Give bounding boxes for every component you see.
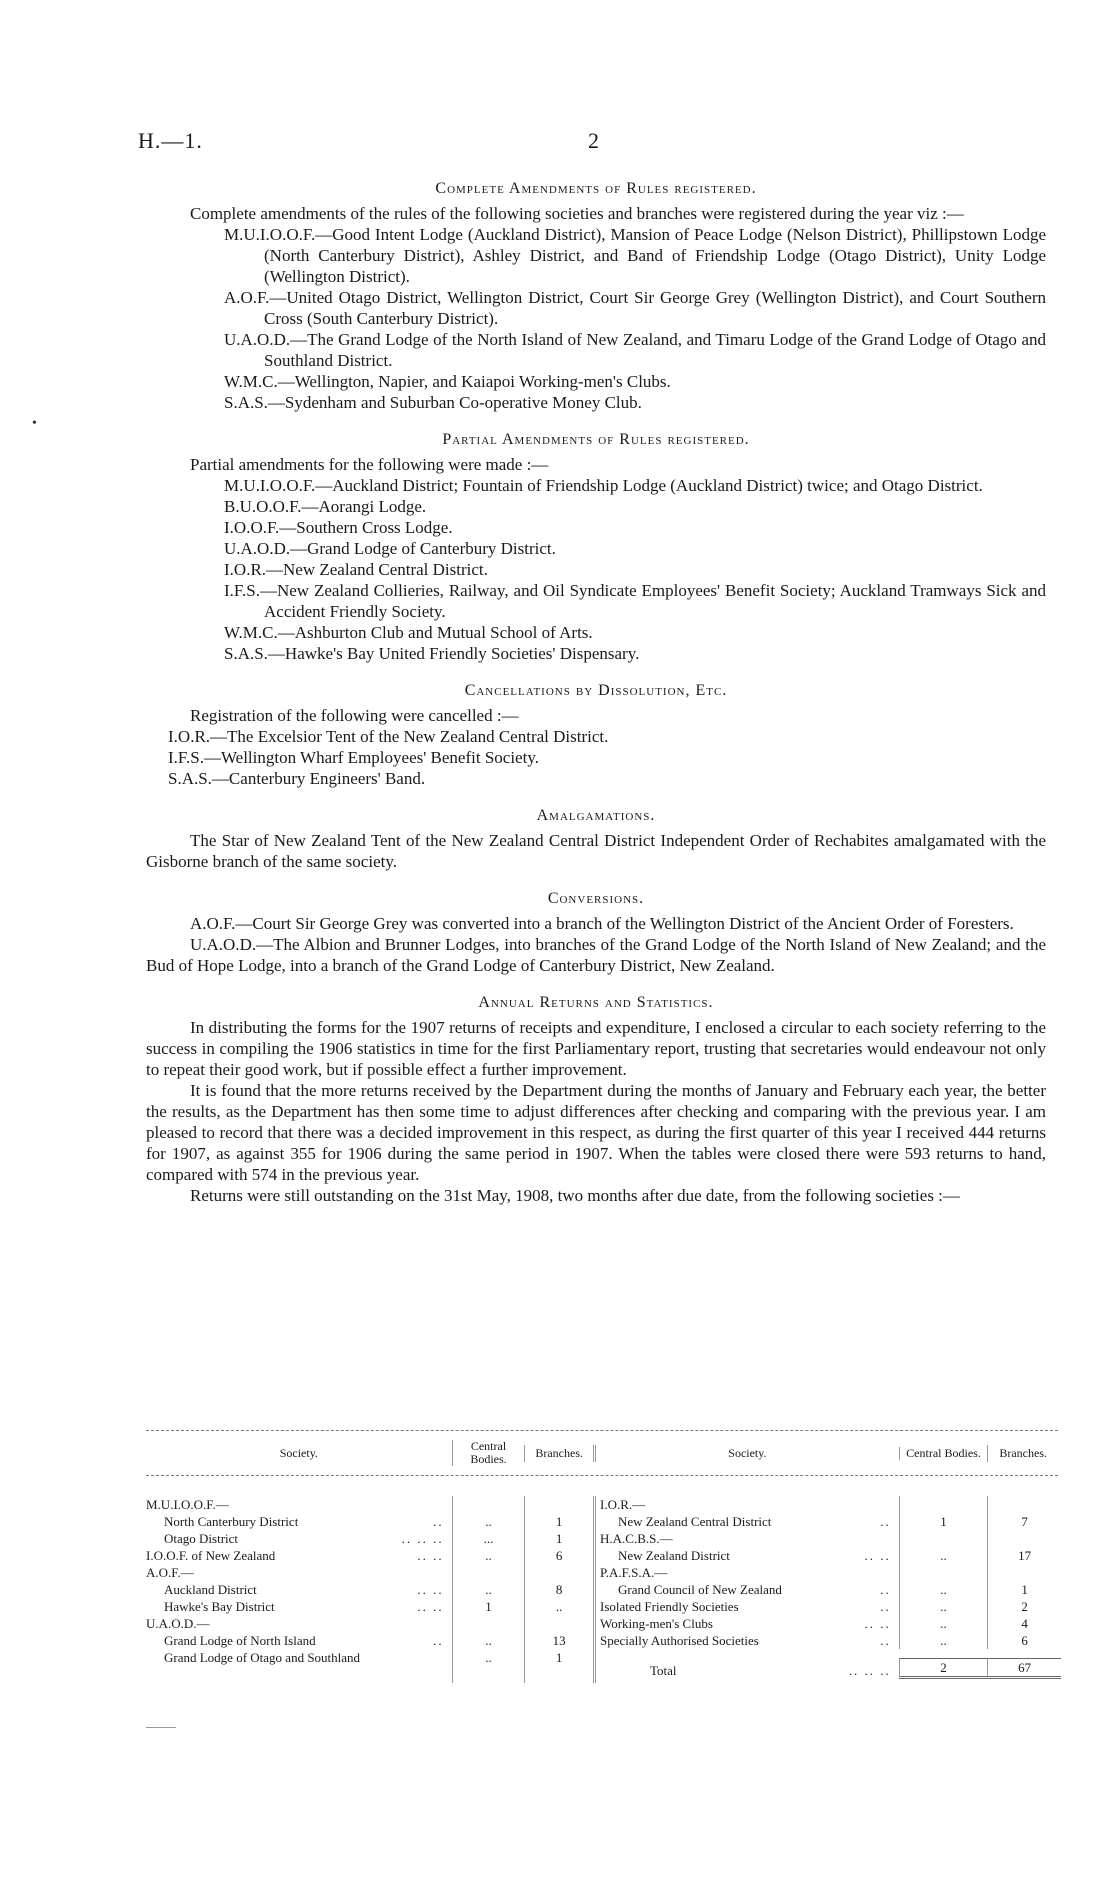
cell-central-bodies xyxy=(899,1530,988,1547)
cell-society xyxy=(146,1632,452,1649)
table-row xyxy=(146,1564,593,1581)
cell-branches: 2 xyxy=(987,1598,1061,1615)
list-item: I.O.O.F.—Southern Cross Lodge. xyxy=(224,518,453,537)
total-label: Total xyxy=(650,1663,677,1678)
header-society: Society. xyxy=(279,1445,318,1460)
cell-society xyxy=(596,1530,899,1547)
cell-branches: 13 xyxy=(524,1632,593,1649)
table-total-row xyxy=(596,1649,1061,1679)
cell-branches: 1 xyxy=(987,1581,1061,1598)
cell-branches: 4 xyxy=(987,1615,1061,1632)
section-intro: Registration of the following were cancelled :— xyxy=(190,706,519,725)
table-row xyxy=(146,1632,593,1649)
cell-central-bodies xyxy=(899,1564,988,1581)
list-item: U.A.O.D.—Grand Lodge of Canterbury District. xyxy=(224,539,556,558)
society-name: H.A.C.B.S.— xyxy=(600,1531,673,1546)
cell-branches: 6 xyxy=(987,1632,1061,1649)
list-item: S.A.S.—Sydenham and Suburban Co-operative Money Club. xyxy=(224,393,642,412)
table-row xyxy=(596,1513,1061,1530)
cell-society xyxy=(146,1581,452,1598)
table-body xyxy=(146,1476,1058,1683)
table-row xyxy=(146,1513,593,1530)
cell-branches: 1 xyxy=(524,1649,593,1683)
society-name: U.A.O.D.— xyxy=(146,1616,210,1631)
cell-branches: 17 xyxy=(987,1547,1061,1564)
section-paragraph: In distributing the forms for the 1907 returns of receipts and expenditure, I enclosed a circular to each society referring to the success in compiling the 1906 statistics in time for the first Parliamentary report, trusting that secretaries would endeavour not only to repeat their good work, but if possible effect a further improvement. xyxy=(146,1018,1046,1079)
table-row xyxy=(146,1547,593,1564)
cell-society xyxy=(596,1513,899,1530)
section-partial-amendments xyxy=(146,429,1046,664)
cell-central-bodies: 1 xyxy=(452,1598,525,1615)
list-item: S.A.S.—Hawke's Bay United Friendly Societies' Dispensary. xyxy=(224,644,640,663)
cell-branches: 8 xyxy=(524,1581,593,1598)
header-branches: Branches. xyxy=(524,1445,593,1462)
cell-society xyxy=(596,1547,899,1564)
cell-branches xyxy=(987,1530,1061,1547)
table-row xyxy=(596,1547,1061,1564)
leader-dots: .. .. .. xyxy=(848,1663,891,1678)
cell-society xyxy=(146,1547,452,1564)
list-item: A.O.F.—United Otago District, Wellington District, Court Sir George Grey (Wellington District), and Court Southern Cross (South Canterbury District). xyxy=(224,288,1046,328)
leader-dots: .. .. xyxy=(417,1582,444,1597)
society-name: New Zealand District xyxy=(618,1548,730,1563)
cell-total-label xyxy=(596,1662,899,1679)
header-branches: Branches. xyxy=(987,1445,1058,1462)
cell-branches: 1 xyxy=(524,1513,593,1530)
table-row xyxy=(596,1632,1061,1649)
section-cancellations xyxy=(146,680,1046,789)
cell-central-bodies: .. xyxy=(899,1615,988,1632)
table-row xyxy=(596,1564,1061,1581)
list-item: I.O.R.—The Excelsior Tent of the New Zealand Central District. xyxy=(168,727,609,746)
header-central-bodies: Central Bodies. xyxy=(899,1447,988,1460)
section-paragraph: Returns were still outstanding on the 31st May, 1908, two months after due date, from the following societies :— xyxy=(190,1186,960,1205)
cell-central-bodies: .. xyxy=(899,1581,988,1598)
society-name: Grand Lodge of Otago and Southland xyxy=(164,1650,361,1665)
cell-central-bodies: .. xyxy=(452,1632,525,1649)
section-paragraph: It is found that the more returns received by the Department during the months of January and February each year, the better the results, as the Department has then some time to adjust differences after checking and comparing with the previous year. I am pleased to record that there was a decided improvement in this respect, as during the first quarter of this year I received 444 returns for 1907, as against 355 for 1906 during the same period in 1907. When the tables were closed there were 593 returns to hand, compared with 574 in the previous year. xyxy=(146,1081,1046,1184)
cell-society xyxy=(596,1581,899,1598)
cell-society xyxy=(146,1615,452,1632)
society-name: Specially Authorised Societies xyxy=(600,1633,759,1648)
leader-dots: .. .. .. xyxy=(401,1531,444,1546)
list-item: W.M.C.—Wellington, Napier, and Kaiapoi Working-men's Clubs. xyxy=(224,372,671,391)
society-name: New Zealand Central District xyxy=(618,1514,772,1529)
section-heading: Cancellations by Dissolution, Etc. xyxy=(464,682,728,699)
list-item: M.U.I.O.O.F.—Auckland District; Fountain of Friendship Lodge (Auckland District) twice; and Otago District. xyxy=(224,476,983,495)
leader-dots: .. xyxy=(433,1514,444,1529)
section-heading: Complete Amendments of Rules registered. xyxy=(435,180,757,197)
cell-society xyxy=(146,1598,452,1615)
cell-branches xyxy=(524,1496,593,1513)
society-name: P.A.F.S.A.— xyxy=(600,1565,668,1580)
cell-branches: .. xyxy=(524,1598,593,1615)
cell-central-bodies: .. xyxy=(452,1547,525,1564)
leader-dots: .. .. xyxy=(864,1616,891,1631)
section-conversions xyxy=(146,888,1046,976)
document-body xyxy=(146,178,1046,1222)
table-row xyxy=(146,1496,593,1513)
section-heading: Amalgamations. xyxy=(536,807,656,824)
cell-branches: 6 xyxy=(524,1547,593,1564)
cell-society xyxy=(146,1496,452,1513)
leader-dots: .. xyxy=(880,1582,891,1597)
list-item: I.F.S.—Wellington Wharf Employees' Benefit Society. xyxy=(168,748,539,767)
section-intro: Partial amendments for the following were made :— xyxy=(190,455,549,474)
society-name: North Canterbury District xyxy=(164,1514,299,1529)
society-name: I.O.O.F. of New Zealand xyxy=(146,1548,276,1563)
cell-society xyxy=(596,1615,899,1632)
society-name: I.O.R.— xyxy=(600,1497,646,1512)
list-item: M.U.I.O.O.F.—Good Intent Lodge (Auckland District), Mansion of Peace Lodge (Nelson District), Phillipstown Lodge (North Canterbury District), Ashley District, and Band of Friendship Lodge (Otago District), Unity Lodge (Wellington District). xyxy=(224,225,1046,286)
cell-central-bodies: .. xyxy=(452,1581,525,1598)
table-row xyxy=(596,1530,1061,1547)
section-complete-amendments xyxy=(146,178,1046,413)
cell-central-bodies xyxy=(452,1496,525,1513)
society-name: Auckland District xyxy=(164,1582,257,1597)
society-name: Working-men's Clubs xyxy=(600,1616,713,1631)
list-item: U.A.O.D.—The Grand Lodge of the North Island of New Zealand, and Timaru Lodge of the Grand Lodge of Otago and Southland District. xyxy=(224,330,1046,370)
outstanding-returns-table xyxy=(146,1430,1058,1683)
cell-central-bodies: .. xyxy=(899,1547,988,1564)
cell-central-bodies: .. xyxy=(899,1632,988,1649)
cell-society xyxy=(596,1632,899,1649)
list-item: S.A.S.—Canterbury Engineers' Band. xyxy=(168,769,426,788)
leader-dots: .. .. xyxy=(864,1548,891,1563)
section-annual-returns xyxy=(146,992,1046,1206)
table-row xyxy=(596,1598,1061,1615)
leader-dots: .. .. xyxy=(417,1599,444,1614)
total-branches: 67 xyxy=(987,1658,1061,1679)
cell-central-bodies: .. xyxy=(452,1649,525,1683)
document-reference: H.—1. xyxy=(138,128,203,153)
list-item: B.U.O.O.F.—Aorangi Lodge. xyxy=(224,497,427,516)
cell-central-bodies xyxy=(452,1564,525,1581)
society-name: Otago District xyxy=(164,1531,239,1546)
table-row xyxy=(596,1496,1061,1513)
table-row xyxy=(596,1615,1061,1632)
cell-society xyxy=(146,1564,452,1581)
cell-society xyxy=(146,1530,452,1547)
cell-branches xyxy=(987,1496,1061,1513)
cell-society xyxy=(596,1496,899,1513)
section-paragraph: A.O.F.—Court Sir George Grey was converted into a branch of the Wellington District of the Ancient Order of Foresters. xyxy=(190,914,1014,933)
cell-central-bodies: 1 xyxy=(899,1513,988,1530)
cell-branches xyxy=(524,1615,593,1632)
header-central-bodies: Central Bodies. xyxy=(452,1440,525,1466)
cell-society xyxy=(596,1598,899,1615)
cell-branches: 7 xyxy=(987,1513,1061,1530)
section-heading: Partial Amendments of Rules registered. xyxy=(442,431,750,448)
table-header-row xyxy=(146,1431,1058,1476)
table-row xyxy=(146,1598,593,1615)
header-society: Society. xyxy=(593,1445,899,1462)
leader-dots: .. xyxy=(433,1633,444,1648)
table-row xyxy=(146,1615,593,1632)
cell-branches xyxy=(524,1564,593,1581)
table-row xyxy=(596,1581,1061,1598)
table-row xyxy=(146,1530,593,1547)
total-central-bodies: 2 xyxy=(899,1658,988,1679)
society-name: Isolated Friendly Societies xyxy=(600,1599,739,1614)
cell-society xyxy=(146,1649,452,1683)
cell-central-bodies: .. xyxy=(452,1513,525,1530)
cell-branches xyxy=(987,1564,1061,1581)
section-heading: Conversions. xyxy=(547,890,645,907)
list-item: I.F.S.—New Zealand Collieries, Railway, and Oil Syndicate Employees' Benefit Society; Auckland Tramways Sick and Accident Friendly Society. xyxy=(224,581,1046,621)
society-name: M.U.I.O.O.F.— xyxy=(146,1497,229,1512)
society-name: Grand Council of New Zealand xyxy=(618,1582,782,1597)
section-amalgamations xyxy=(146,805,1046,872)
cell-central-bodies xyxy=(899,1496,988,1513)
cell-central-bodies: .. xyxy=(899,1598,988,1615)
section-heading: Annual Returns and Statistics. xyxy=(478,994,714,1011)
cell-branches: 1 xyxy=(524,1530,593,1547)
table-right-column xyxy=(593,1496,1061,1683)
cell-society xyxy=(596,1564,899,1581)
table-left-column xyxy=(146,1496,593,1683)
leader-dots: .. xyxy=(880,1599,891,1614)
section-paragraph: The Star of New Zealand Tent of the New Zealand Central District Independent Order of Rechabites amalgamated with the Gisborne branch of the same society. xyxy=(146,831,1046,871)
list-item: I.O.R.—New Zealand Central District. xyxy=(224,560,488,579)
section-paragraph: U.A.O.D.—The Albion and Brunner Lodges, into branches of the Grand Lodge of the North Island of New Zealand; and the Bud of Hope Lodge, into a branch of the Grand Lodge of Canterbury District, New Zealand. xyxy=(146,935,1046,975)
leader-dots: .. xyxy=(880,1633,891,1648)
list-item: W.M.C.—Ashburton Club and Mutual School of Arts. xyxy=(224,623,593,642)
section-intro: Complete amendments of the rules of the following societies and branches were registered during the year viz :— xyxy=(190,204,964,223)
leader-dots: .. .. xyxy=(417,1548,444,1563)
leader-dots: .. xyxy=(880,1514,891,1529)
table-bottom-rule xyxy=(146,1727,176,1728)
cell-central-bodies xyxy=(452,1615,525,1632)
cell-central-bodies: ... xyxy=(452,1530,525,1547)
table-row xyxy=(146,1581,593,1598)
society-name: A.O.F.— xyxy=(146,1565,194,1580)
cell-society xyxy=(146,1513,452,1530)
table-row xyxy=(146,1649,593,1683)
page-number: 2 xyxy=(588,128,599,153)
margin-mark: • xyxy=(32,416,37,431)
society-name: Hawke's Bay District xyxy=(164,1599,275,1614)
society-name: Grand Lodge of North Island xyxy=(164,1633,316,1648)
